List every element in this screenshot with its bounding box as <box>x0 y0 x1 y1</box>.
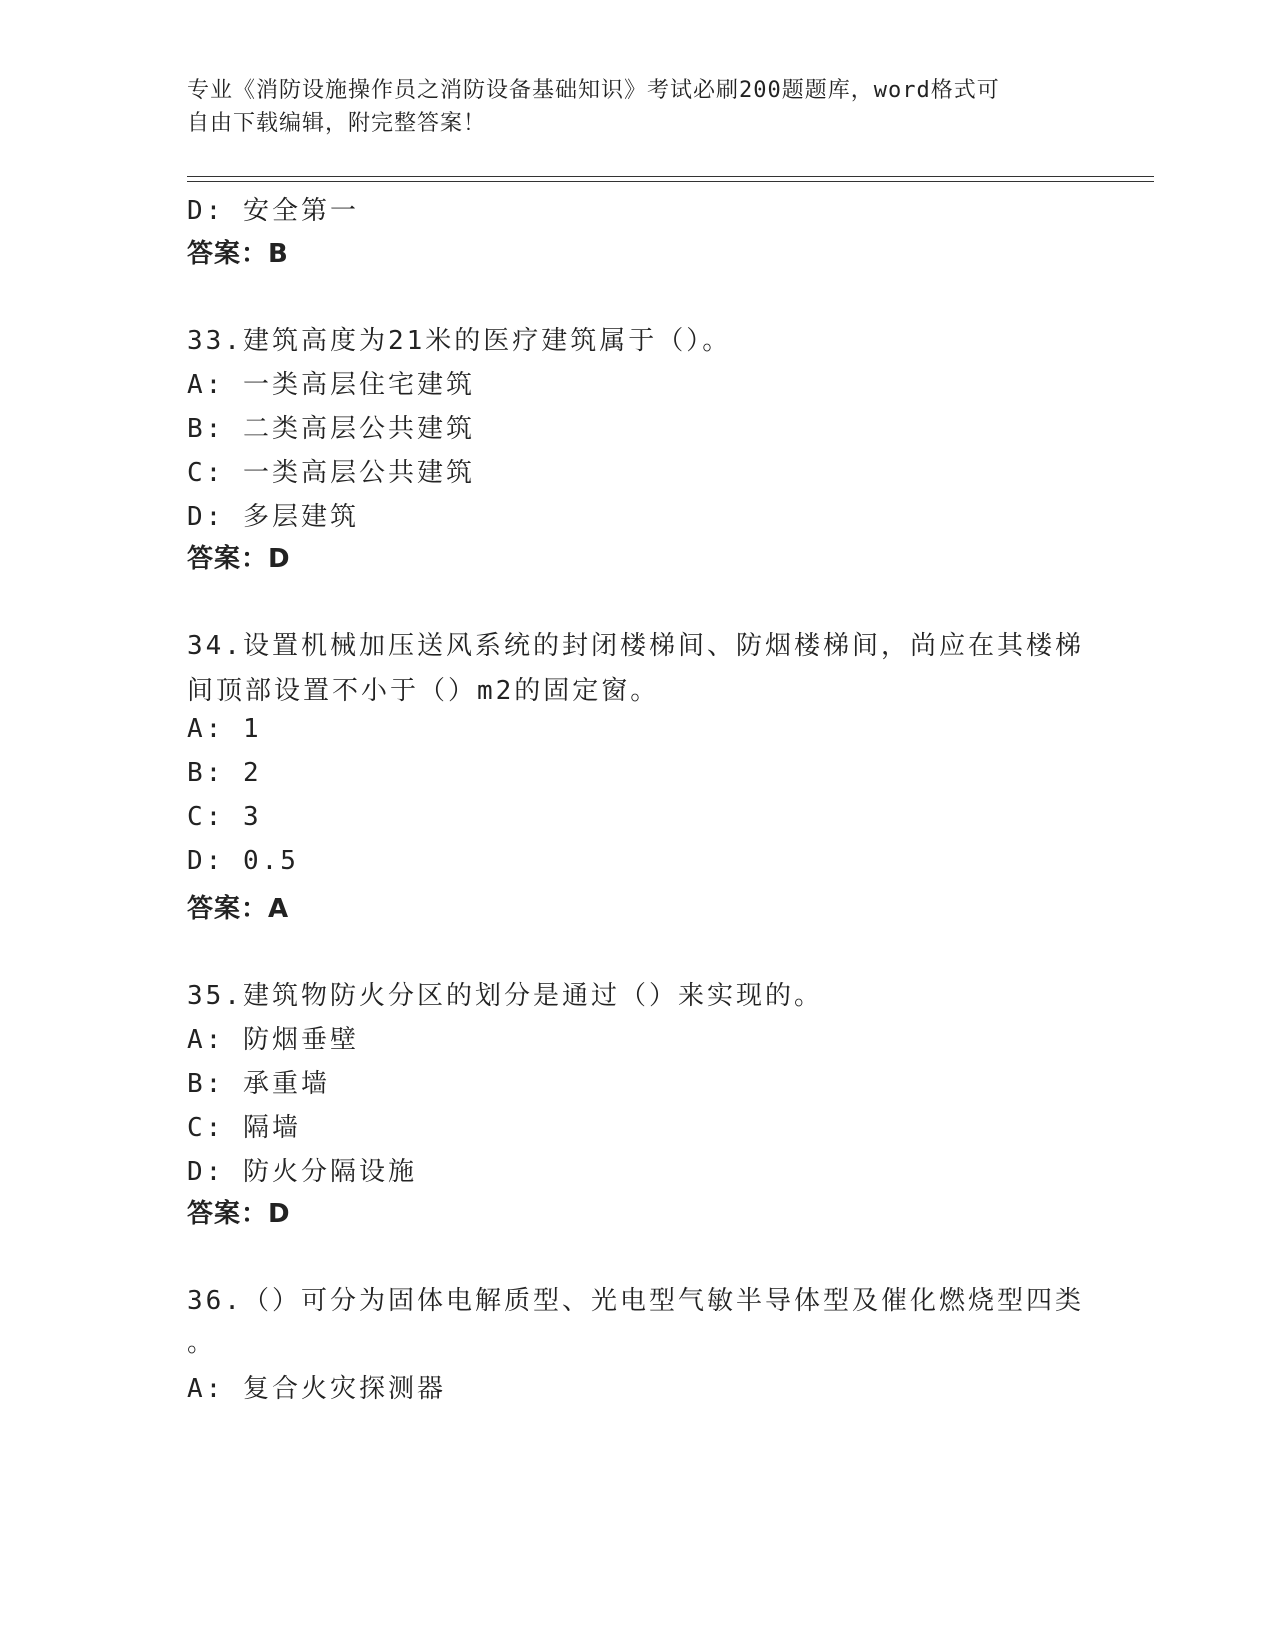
question-34-option-d: D: 0.5 <box>187 846 299 876</box>
question-33-option-d: D: 多层建筑 <box>187 502 359 532</box>
header-line-2: 自由下载编辑，附完整答案！ <box>187 111 487 136</box>
question-35-option-b: B: 承重墙 <box>187 1069 330 1099</box>
header-rule-top <box>187 176 1154 177</box>
document-header <box>187 74 1087 140</box>
question-34-stem-line-1: 34.设置机械加压送风系统的封闭楼梯间、防烟楼梯间，尚应在其楼梯 <box>187 631 1084 661</box>
question-33-option-a: A: 一类高层住宅建筑 <box>187 370 475 400</box>
question-35-option-a: A: 防烟垂壁 <box>187 1025 359 1055</box>
question-36-stem-line-1: 36.（）可分为固体电解质型、光电型气敏半导体型及催化燃烧型四类 <box>187 1286 1084 1316</box>
question-34-option-a: A: 1 <box>187 714 262 744</box>
question-35-stem: 35.建筑物防火分区的划分是通过（）来实现的。 <box>187 981 823 1011</box>
question-35-answer: 答案：D <box>187 1199 291 1229</box>
question-33-answer: 答案：D <box>187 544 291 574</box>
question-34-option-b: B: 2 <box>187 758 262 788</box>
question-34-answer: 答案：A <box>187 894 290 924</box>
option-d: D: 安全第一 <box>187 196 359 226</box>
question-33-option-c: C: 一类高层公共建筑 <box>187 458 475 488</box>
header-rule-bottom <box>187 181 1154 182</box>
question-36-option-a: A: 复合火灾探测器 <box>187 1374 446 1404</box>
question-35-option-c: C: 隔墙 <box>187 1113 301 1143</box>
question-36-stem-line-2: 。 <box>187 1328 217 1358</box>
question-34-option-c: C: 3 <box>187 802 262 832</box>
header-line-1: 专业《消防设施操作员之消防设备基础知识》考试必刷200题题库，word格式可 <box>187 78 1000 103</box>
question-33-option-b: B: 二类高层公共建筑 <box>187 414 475 444</box>
question-34-stem-line-2: 间顶部设置不小于（）m2的固定窗。 <box>187 676 660 706</box>
question-35-option-d: D: 防火分隔设施 <box>187 1157 417 1187</box>
question-33-stem: 33.建筑高度为21米的医疗建筑属于（）。 <box>187 326 732 356</box>
answer-line: 答案：B <box>187 239 289 269</box>
